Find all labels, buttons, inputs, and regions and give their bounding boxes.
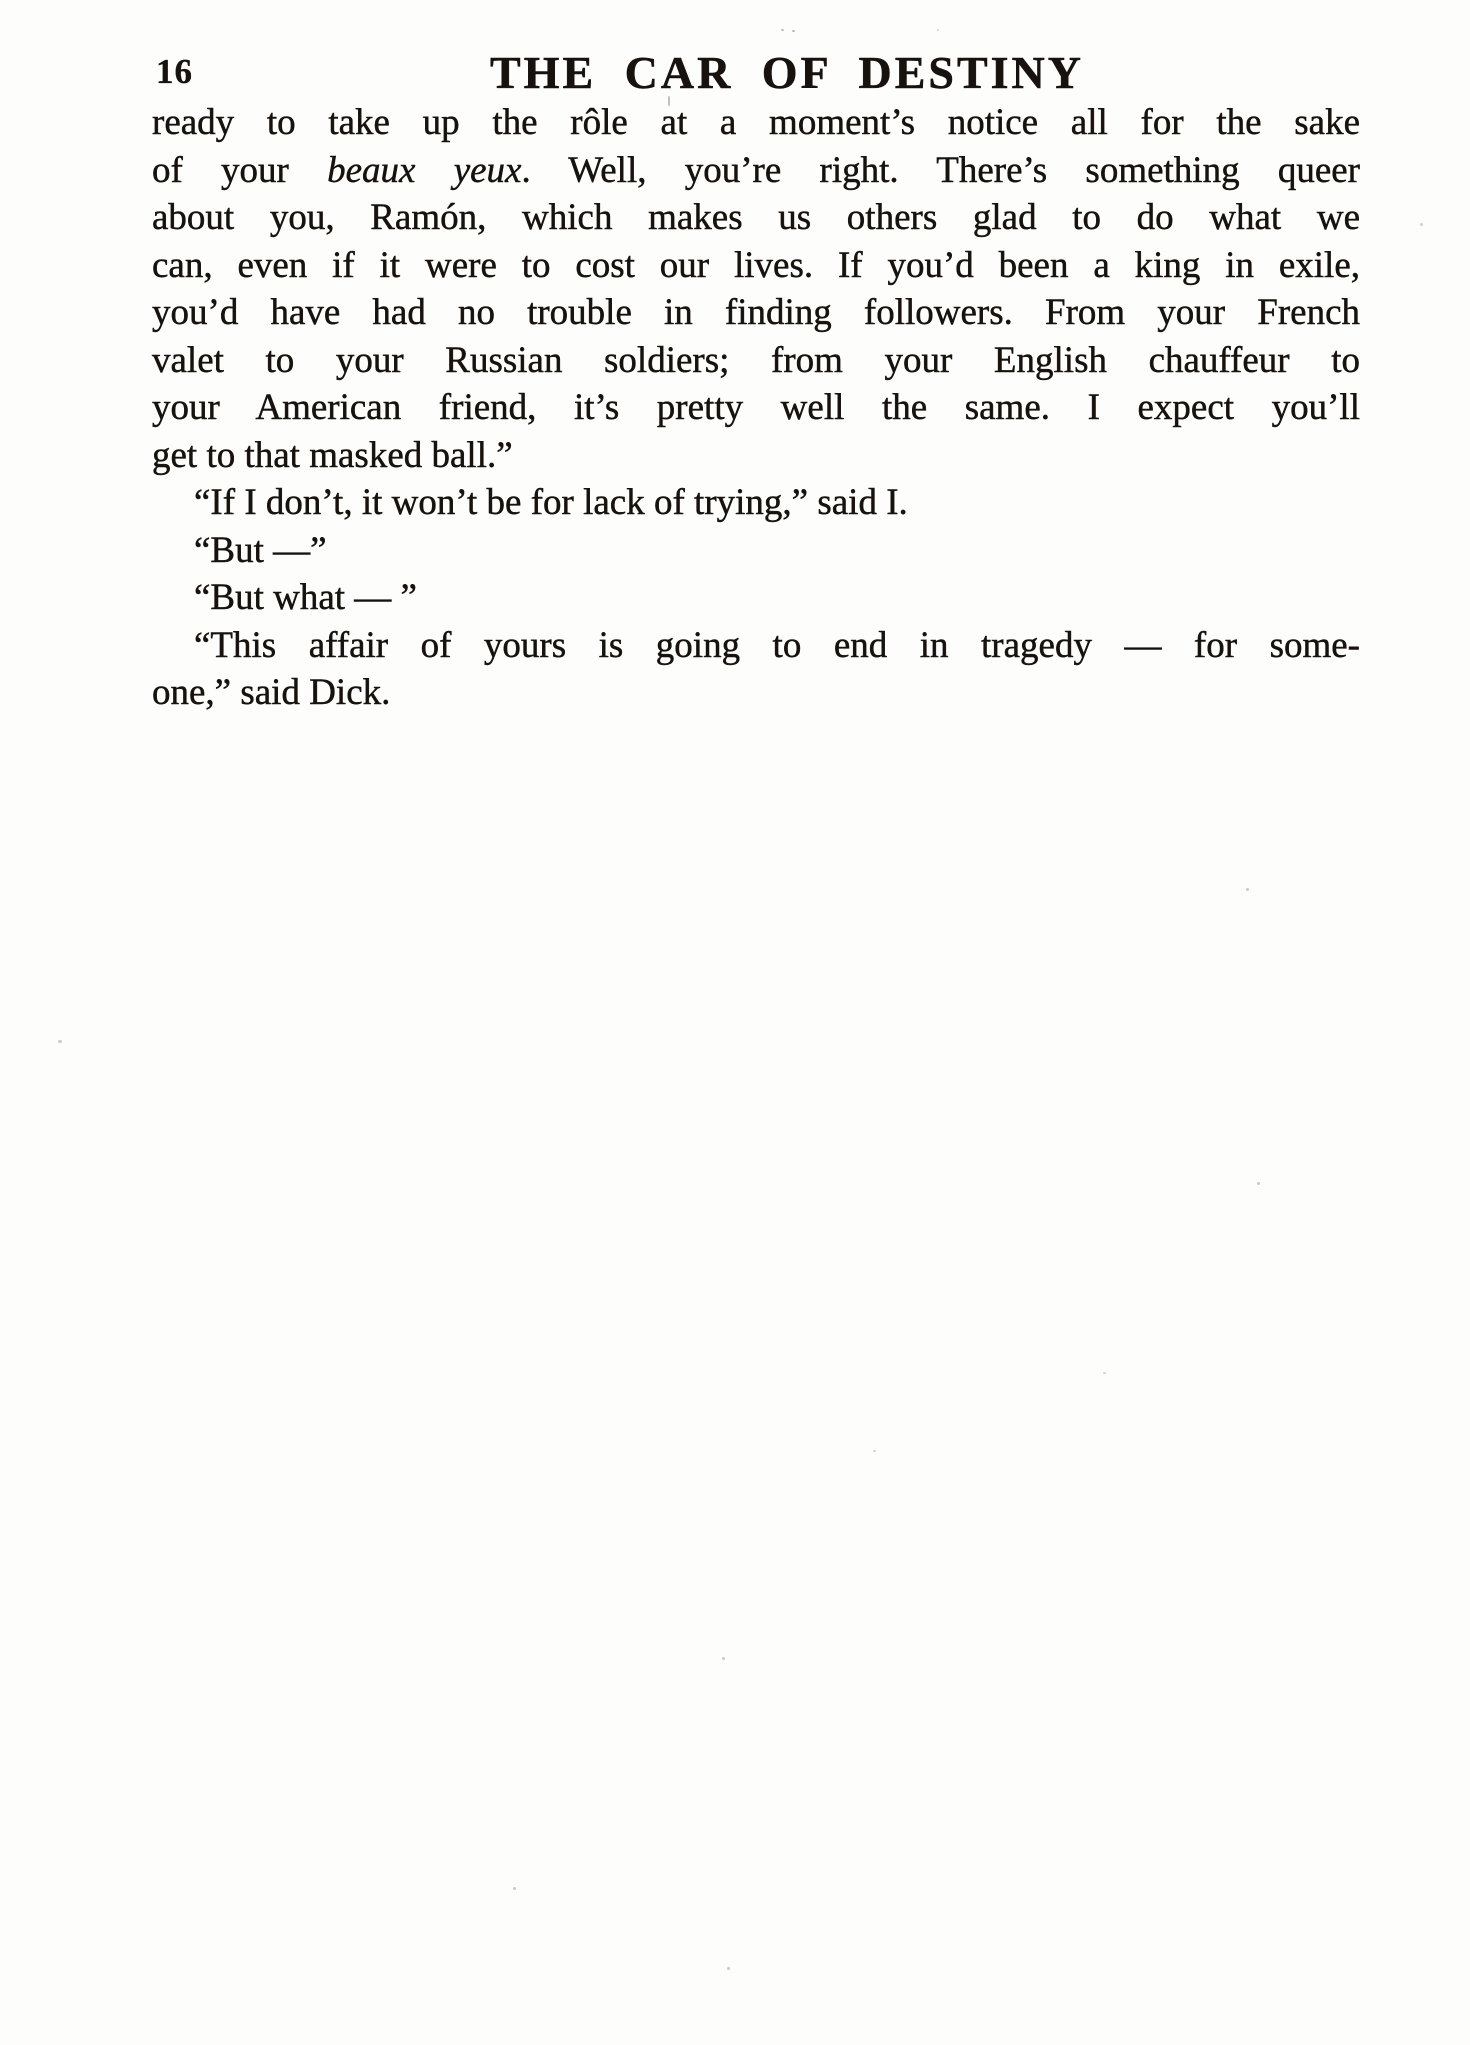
text-line: valet to your Russian soldiers; from your English chauffeur to: [152, 339, 1360, 381]
text-line: one,” said Dick.: [152, 672, 391, 713]
text-line: “But what — ”: [194, 577, 417, 618]
text-line: “If I don’t, it won’t be for lack of trying,” said I.: [194, 482, 908, 523]
scan-speck: [727, 1967, 730, 1970]
scan-speck: [792, 30, 795, 32]
scan-speck: [513, 1887, 516, 1890]
line-segment: of your: [152, 149, 328, 191]
text-line: “But —”: [194, 529, 327, 571]
scan-speck: [1420, 223, 1423, 226]
text-line: can, even if it were to cost our lives. If you’d been a king in exile,: [152, 244, 1360, 286]
scan-speck: [722, 1657, 725, 1660]
text-line: “This affair of yours is going to end in tragedy — for some-: [194, 624, 1360, 666]
text-line: ready to take up the rôle at a moment’s notice all for the sake: [152, 102, 1360, 143]
body-text: [152, 99, 1360, 717]
scan-speck: [873, 1450, 876, 1452]
scan-speck: [1257, 1182, 1260, 1185]
scan-speck: [937, 29, 939, 31]
text-line: your American friend, it’s pretty well the same. I expect you’ll: [152, 387, 1360, 428]
text-line: you’d have had no trouble in finding followers. From your French: [152, 292, 1360, 333]
italic-phrase: beaux yeux: [327, 149, 522, 191]
line-segment: . Well, you’re right. There’s something queer: [521, 149, 1360, 191]
page-header: [152, 46, 1360, 98]
text-line: about you, Ramón, which makes us others glad to do what we: [152, 197, 1360, 238]
page-number: 16: [156, 52, 193, 91]
text-line: [152, 147, 1360, 195]
running-title: THE CAR OF DESTINY: [490, 47, 1084, 98]
scan-speck: [781, 29, 784, 31]
scan-speck: [58, 1040, 62, 1043]
text-line: get to that masked ball.”: [152, 434, 513, 476]
scan-speck: [1246, 888, 1249, 891]
scan-speck: [1103, 1372, 1106, 1374]
scan-speck: [668, 96, 670, 106]
